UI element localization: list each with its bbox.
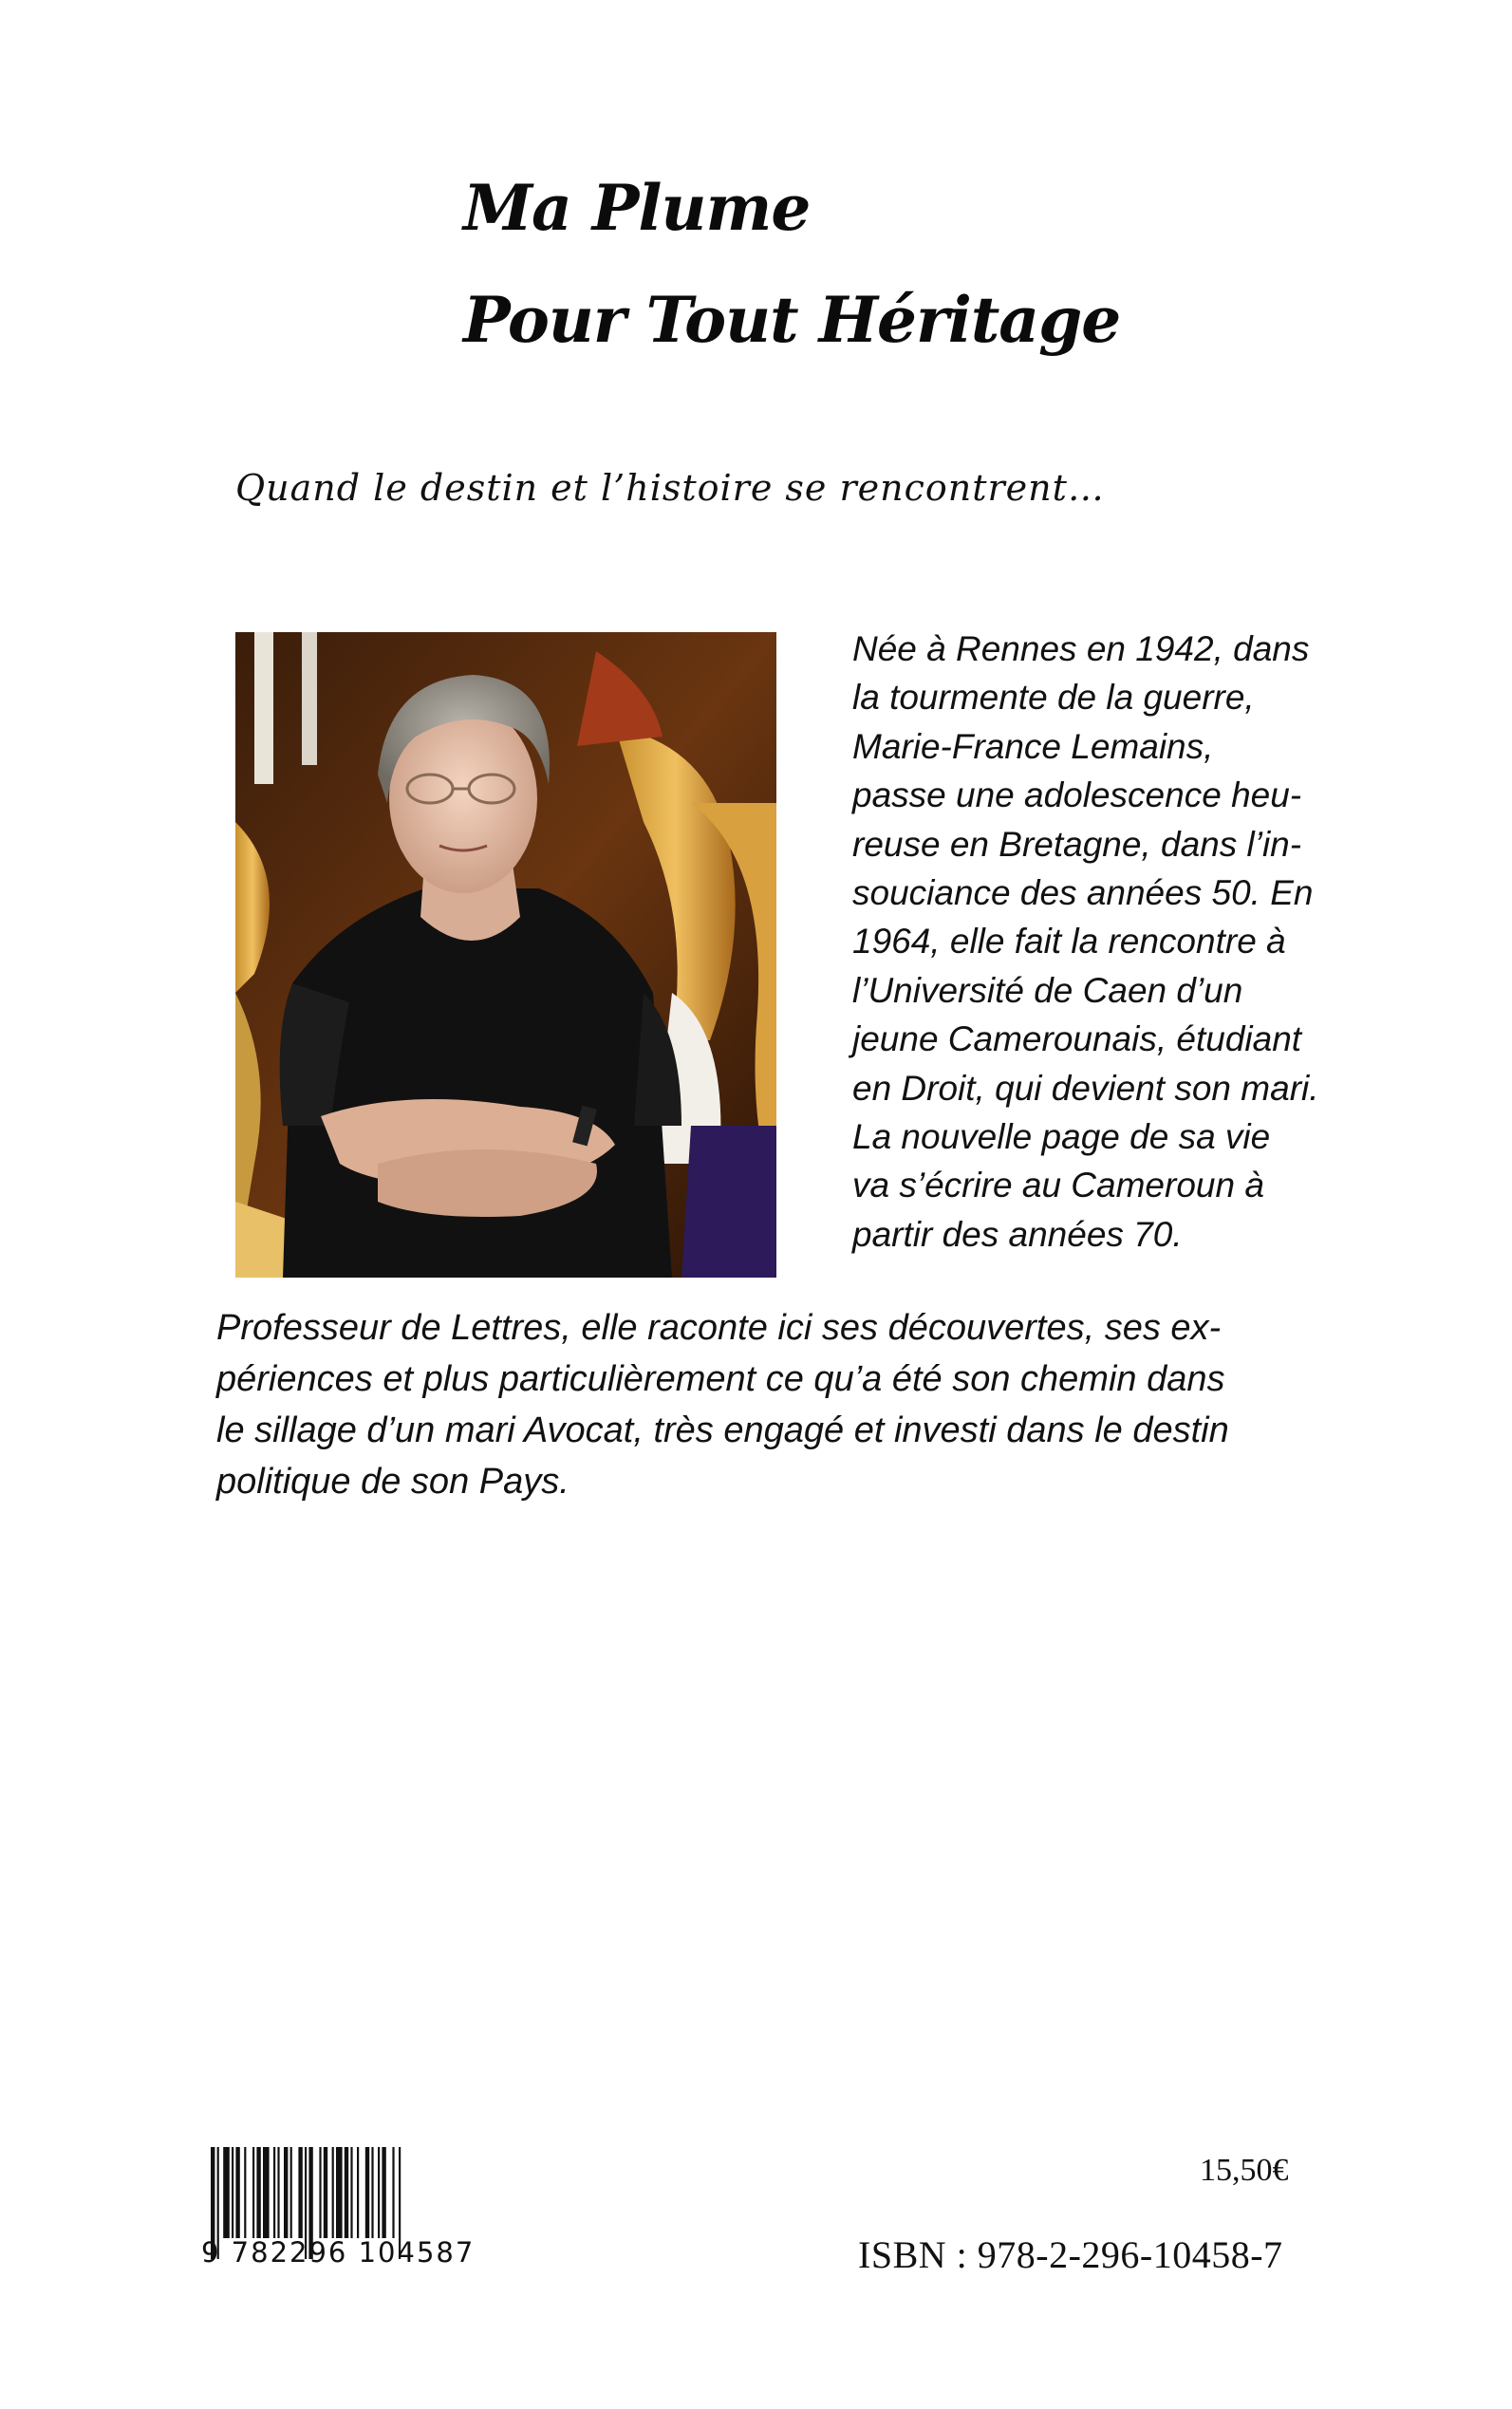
blurb-line: Née à Rennes en 1942, dans bbox=[852, 629, 1310, 668]
barcode-bar bbox=[232, 2147, 233, 2238]
blurb-line: passe une adolescence heu- bbox=[852, 775, 1302, 815]
book-subtitle: Quand le destin et l’histoire se rencontrent… bbox=[235, 467, 1105, 509]
isbn-label: ISBN : 978-2-296-10458-7 bbox=[858, 2233, 1283, 2276]
author-portrait-photo bbox=[235, 632, 776, 1278]
barcode-bar bbox=[345, 2147, 348, 2238]
blurb-line: va s’écrire au Cameroun à bbox=[852, 1166, 1264, 1205]
barcode-bar bbox=[332, 2147, 334, 2238]
book-title-line-1: Ma Plume bbox=[463, 171, 811, 245]
blurb-full-width bbox=[216, 1302, 1294, 1507]
barcode-bar bbox=[350, 2147, 352, 2238]
barcode-bar bbox=[252, 2147, 254, 2238]
blurb-line: jeune Camerounais, étudiant bbox=[852, 1019, 1302, 1059]
blurb-line: périences et plus particulièrement ce qu’a été son chemin dans bbox=[216, 1359, 1225, 1399]
barcode-bar bbox=[371, 2147, 373, 2238]
price-label: 15,50€ bbox=[1200, 2153, 1289, 2188]
barcode-bar bbox=[336, 2147, 343, 2238]
blurb-line: Marie-France Lemains, bbox=[852, 726, 1214, 766]
barcode-bar bbox=[357, 2147, 359, 2238]
barcode-bar bbox=[256, 2147, 260, 2238]
barcode-bar bbox=[365, 2147, 369, 2238]
blurb-line: partir des années 70. bbox=[852, 1214, 1183, 1254]
barcode-bar bbox=[244, 2147, 246, 2238]
barcode-bar bbox=[392, 2147, 394, 2238]
barcode-bar bbox=[223, 2147, 230, 2238]
blurb-line: en Droit, qui devient son mari. bbox=[852, 1068, 1319, 1108]
barcode-bar bbox=[290, 2147, 292, 2238]
blurb-line: Professeur de Lettres, elle raconte ici ses découvertes, ses ex- bbox=[216, 1308, 1222, 1348]
blurb-line: la tourmente de la guerre, bbox=[852, 678, 1255, 718]
barcode-bar bbox=[284, 2147, 288, 2238]
blurb-line: reuse en Bretagne, dans l’in- bbox=[852, 824, 1302, 864]
blurb-line: La nouvelle page de sa vie bbox=[852, 1117, 1271, 1157]
barcode-bar bbox=[235, 2147, 239, 2238]
blurb-line: politique de son Pays. bbox=[216, 1462, 569, 1502]
book-title-line-2: Pour Tout Héritage bbox=[463, 283, 1121, 357]
barcode-digits: 9 782296 104587 bbox=[201, 2236, 476, 2269]
blurb-right-column bbox=[852, 625, 1319, 1259]
blurb-line: 1964, elle fait la rencontre à bbox=[852, 922, 1286, 962]
barcode-bar bbox=[378, 2147, 380, 2238]
barcode-bar bbox=[298, 2147, 302, 2238]
barcode-bar bbox=[263, 2147, 270, 2238]
blurb-line: l’Université de Caen d’un bbox=[852, 970, 1243, 1010]
barcode-bar bbox=[382, 2147, 385, 2238]
barcode-bar bbox=[319, 2147, 321, 2238]
barcode-bar bbox=[277, 2147, 279, 2238]
barcode-bar bbox=[273, 2147, 275, 2238]
blurb-line: souciance des années 50. En bbox=[852, 873, 1314, 913]
barcode-bar bbox=[324, 2147, 327, 2238]
blurb-line: le sillage d’un mari Avocat, très engagé et investi dans le destin bbox=[216, 1410, 1229, 1450]
